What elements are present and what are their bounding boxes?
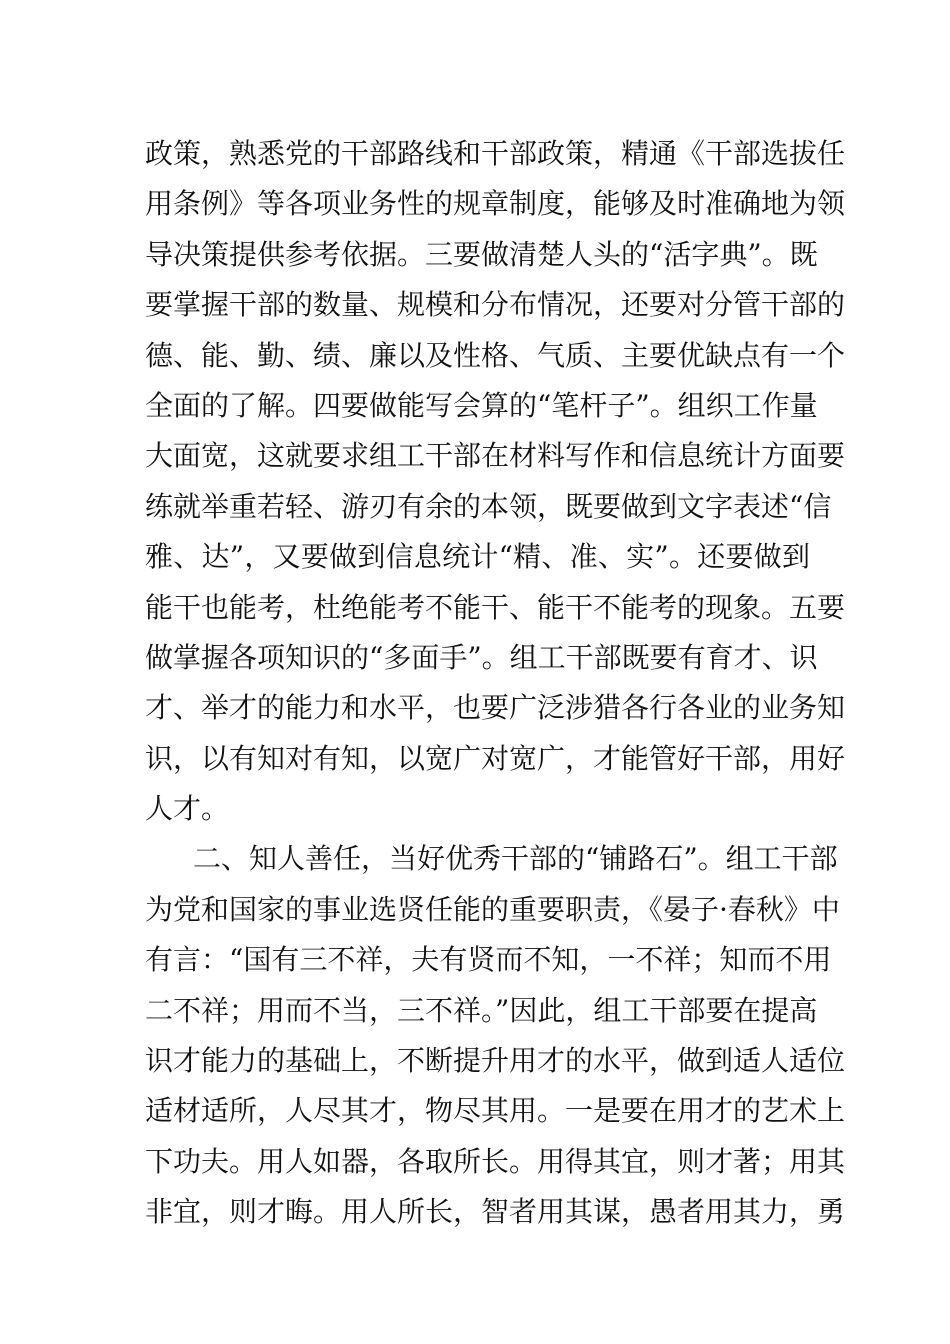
text-line: 为党和国家的事业选贤任能的重要职责，《晏子·春秋》中 bbox=[145, 892, 840, 926]
text-line: 做掌握各项知识的“多面手”。组工干部既要有育才、识 bbox=[145, 640, 818, 674]
text-line: 全面的了解。四要做能写会算的“笔杆子”。组织工作量 bbox=[145, 388, 818, 422]
text-line: 非宜，则才晦。用人所长，智者用其谋，愚者用其力，勇 bbox=[145, 1195, 846, 1229]
text-line: 导决策提供参考依据。三要做清楚人头的“活字典”。既 bbox=[145, 237, 818, 271]
text-line: 雅、达”，又要做到信息统计“精、准、实”。还要做到 bbox=[145, 540, 810, 574]
text-line: 适材适所，人尽其才，物尽其用。一是要在用才的艺术上 bbox=[145, 1094, 846, 1128]
text-line: 二、知人善任，当好优秀干部的“铺路石”。组工干部 bbox=[193, 842, 838, 876]
text-line: 有言：“国有三不祥，夫有贤而不知，一不祥；知而不用 bbox=[145, 943, 832, 977]
text-line: 要掌握干部的数量、规模和分布情况，还要对分管干部的 bbox=[145, 288, 846, 322]
paragraph-1 bbox=[145, 129, 846, 834]
text-line: 人才。 bbox=[145, 792, 230, 826]
text-line: 识才能力的基础上，不断提升用才的水平，做到适人适位 bbox=[145, 1044, 846, 1078]
text-line: 下功夫。用人如器，各取所长。用得其宜，则才著；用其 bbox=[145, 1144, 846, 1178]
paragraph-2 bbox=[145, 834, 846, 1237]
text-line: 德、能、勤、绩、廉以及性格、气质、主要优缺点有一个 bbox=[145, 338, 846, 372]
text-line: 才、举才的能力和水平，也要广泛涉猎各行各业的业务知 bbox=[145, 691, 846, 725]
text-line: 二不祥；用而不当，三不祥。”因此，组工干部要在提高 bbox=[145, 993, 818, 1027]
text-line: 能干也能考，杜绝能考不能干、能干不能考的现象。五要 bbox=[145, 590, 846, 624]
text-line: 大面宽，这就要求组工干部在材料写作和信息统计方面要 bbox=[145, 439, 846, 473]
body-text bbox=[145, 129, 846, 1238]
text-line: 用条例》等各项业务性的规章制度，能够及时准确地为领 bbox=[145, 187, 846, 221]
text-line: 识，以有知对有知，以宽广对宽广，才能管好干部，用好 bbox=[145, 741, 846, 775]
text-line: 练就举重若轻、游刃有余的本领，既要做到文字表述“信 bbox=[145, 489, 832, 523]
text-line: 政策，熟悉党的干部路线和干部政策，精通《干部选拔任 bbox=[145, 137, 846, 170]
